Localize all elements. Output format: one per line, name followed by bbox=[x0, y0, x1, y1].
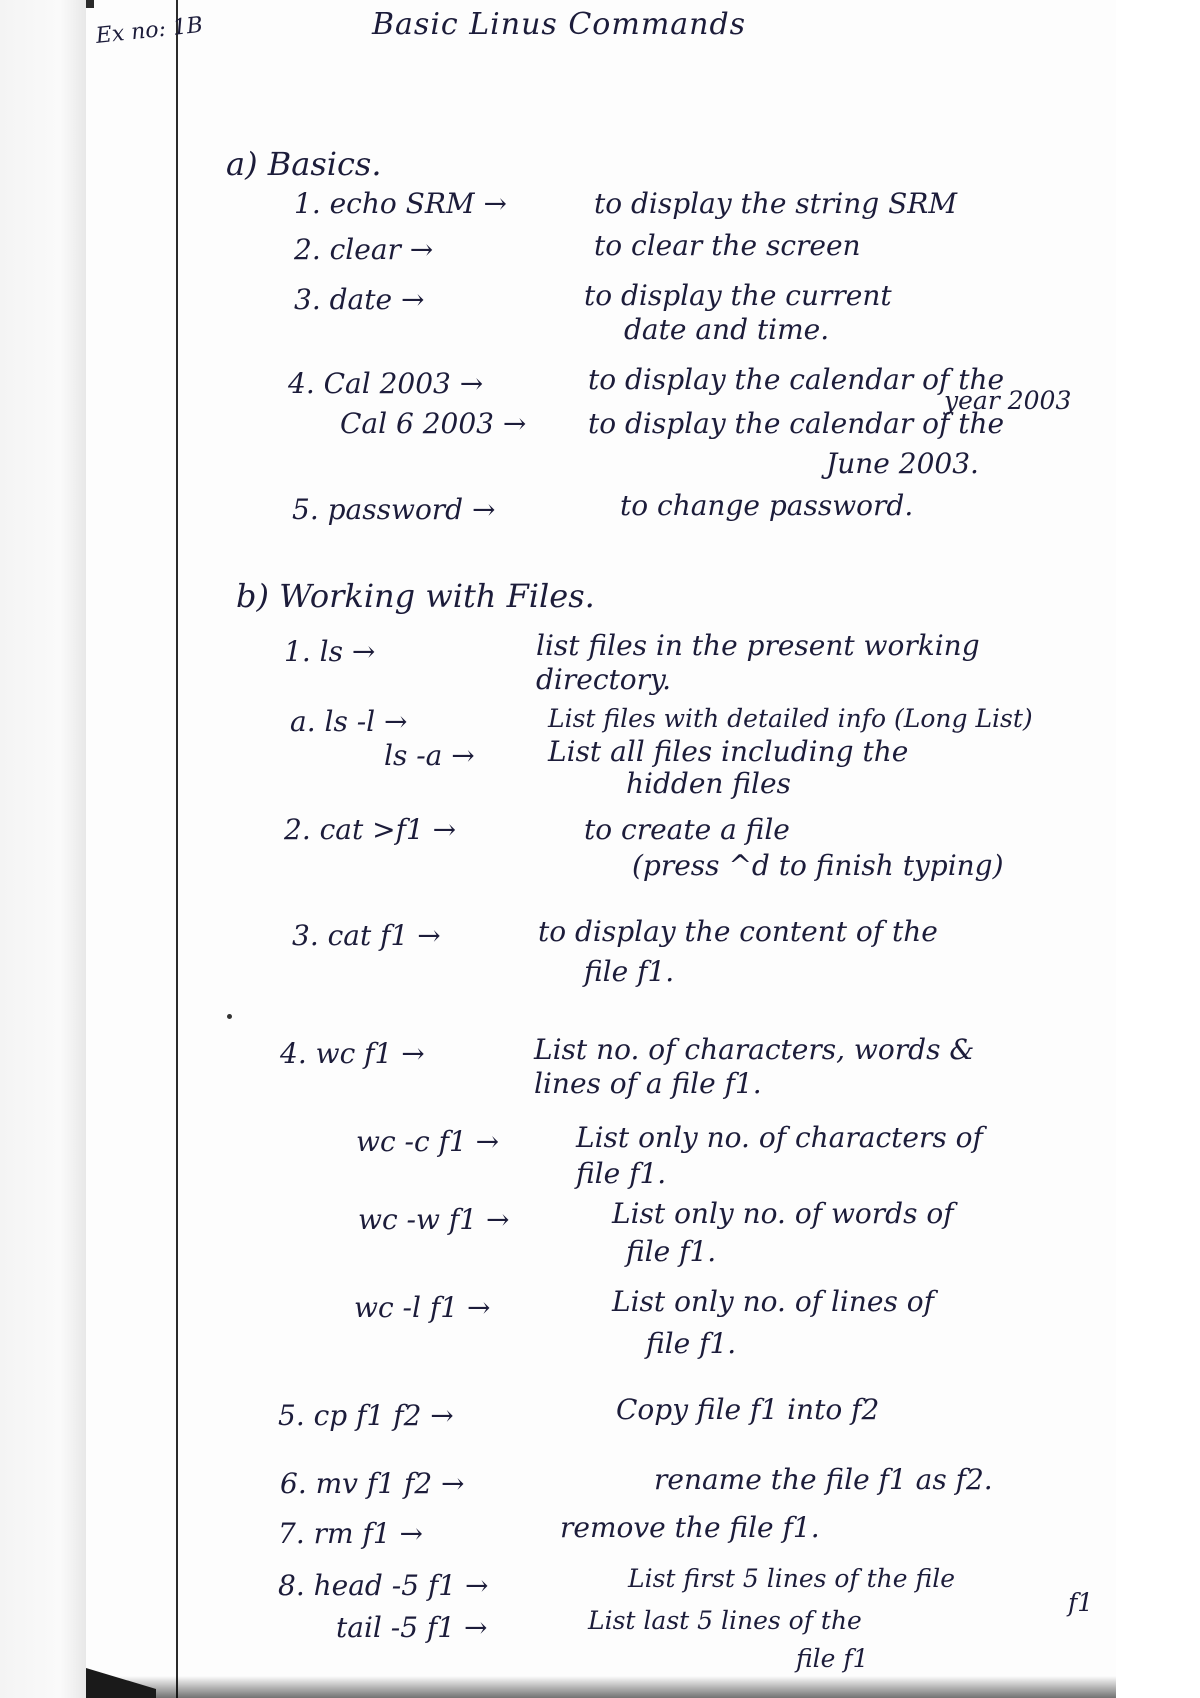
desc-wc-w-line2: file f1. bbox=[626, 1235, 717, 1268]
command-cat-create: 2. cat >f1 → bbox=[284, 813, 457, 846]
desc-wc-line2: lines of a file f1. bbox=[534, 1067, 762, 1100]
desc-cat-display-line1: to display the content of the bbox=[538, 915, 938, 948]
desc-cat-create-line1: to create a file bbox=[584, 813, 790, 846]
desc-cal-year-line1: to display the calendar of the bbox=[588, 363, 1005, 396]
scan-bottom-shadow bbox=[86, 1676, 1116, 1698]
command-mv: 6. mv f1 f2 → bbox=[280, 1467, 465, 1500]
desc-cal-year-line2: year 2003 bbox=[944, 386, 1072, 415]
desc-passwd: to change password. bbox=[620, 489, 914, 522]
command-cat-display: 3. cat f1 → bbox=[292, 919, 441, 952]
command-rm: 7. rm f1 → bbox=[278, 1517, 423, 1550]
command-ls: 1. ls → bbox=[284, 635, 376, 668]
desc-ls-line2: directory. bbox=[536, 663, 672, 696]
desc-clear: to clear the screen bbox=[594, 229, 861, 262]
command-passwd: 5. password → bbox=[292, 493, 496, 526]
command-head: 8. head -5 f1 → bbox=[278, 1569, 489, 1602]
desc-wc-c-line2: file f1. bbox=[576, 1157, 667, 1190]
command-wc-l: wc -l f1 → bbox=[354, 1291, 491, 1324]
page-title: Basic Linus Commands bbox=[372, 7, 747, 42]
desc-cal-month-line1: to display the calendar of the bbox=[588, 407, 1005, 440]
ink-dot bbox=[227, 1014, 232, 1019]
command-cp: 5. cp f1 f2 → bbox=[278, 1399, 454, 1432]
scan-right-background bbox=[1116, 0, 1200, 1698]
desc-ls-a-line1: List all files including the bbox=[548, 735, 909, 768]
desc-tail-line1: List last 5 lines of the bbox=[588, 1606, 862, 1635]
scan-left-background bbox=[0, 0, 86, 1698]
command-clear: 2. clear → bbox=[294, 233, 434, 266]
command-date: 3. date → bbox=[294, 283, 425, 316]
desc-wc-l-line2: file f1. bbox=[646, 1327, 737, 1360]
desc-ls-a-line2: hidden files bbox=[626, 767, 791, 800]
desc-echo: to display the string SRM bbox=[594, 187, 958, 220]
command-ls-a: ls -a → bbox=[384, 739, 475, 772]
exercise-number: Ex no: 1B bbox=[94, 12, 205, 49]
desc-wc-w-line1: List only no. of words of bbox=[612, 1197, 954, 1230]
command-echo: 1. echo SRM → bbox=[294, 187, 507, 220]
command-cal-year: 4. Cal 2003 → bbox=[288, 367, 484, 400]
scan-corner-mark bbox=[86, 0, 94, 8]
desc-head-line2: f1 bbox=[1068, 1588, 1094, 1617]
command-ls-l: a. ls -l → bbox=[290, 705, 408, 738]
command-tail: tail -5 f1 → bbox=[336, 1611, 488, 1644]
desc-ls-line1: list files in the present working bbox=[536, 629, 980, 662]
command-wc-c: wc -c f1 → bbox=[356, 1125, 500, 1158]
desc-wc-l-line1: List only no. of lines of bbox=[612, 1285, 934, 1318]
desc-wc-line1: List no. of characters, words & bbox=[534, 1033, 975, 1066]
desc-wc-c-line1: List only no. of characters of bbox=[576, 1121, 983, 1154]
desc-mv: rename the file f1 as f2. bbox=[654, 1463, 993, 1496]
desc-date-line1: to display the current bbox=[584, 279, 892, 312]
desc-rm: remove the file f1. bbox=[560, 1511, 820, 1544]
desc-head-line1: List first 5 lines of the file bbox=[628, 1564, 955, 1593]
desc-cal-month-line2: June 2003. bbox=[826, 447, 979, 480]
section-b-heading: b) Working with Files. bbox=[236, 577, 595, 615]
section-a-heading: a) Basics. bbox=[226, 145, 382, 183]
desc-cat-display-line2: file f1. bbox=[584, 955, 675, 988]
desc-cp: Copy file f1 into f2 bbox=[616, 1393, 880, 1426]
desc-tail-line2: file f1 bbox=[796, 1644, 869, 1673]
command-cal-month: Cal 6 2003 → bbox=[340, 407, 527, 440]
desc-date-line2: date and time. bbox=[624, 313, 830, 346]
page-margin-line bbox=[176, 0, 178, 1698]
command-wc-w: wc -w f1 → bbox=[358, 1203, 510, 1236]
desc-ls-l: List files with detailed info (Long List) bbox=[548, 704, 1033, 733]
command-wc: 4. wc f1 → bbox=[280, 1037, 425, 1070]
desc-cat-create-line2: (press ^d to finish typing) bbox=[632, 849, 1004, 882]
